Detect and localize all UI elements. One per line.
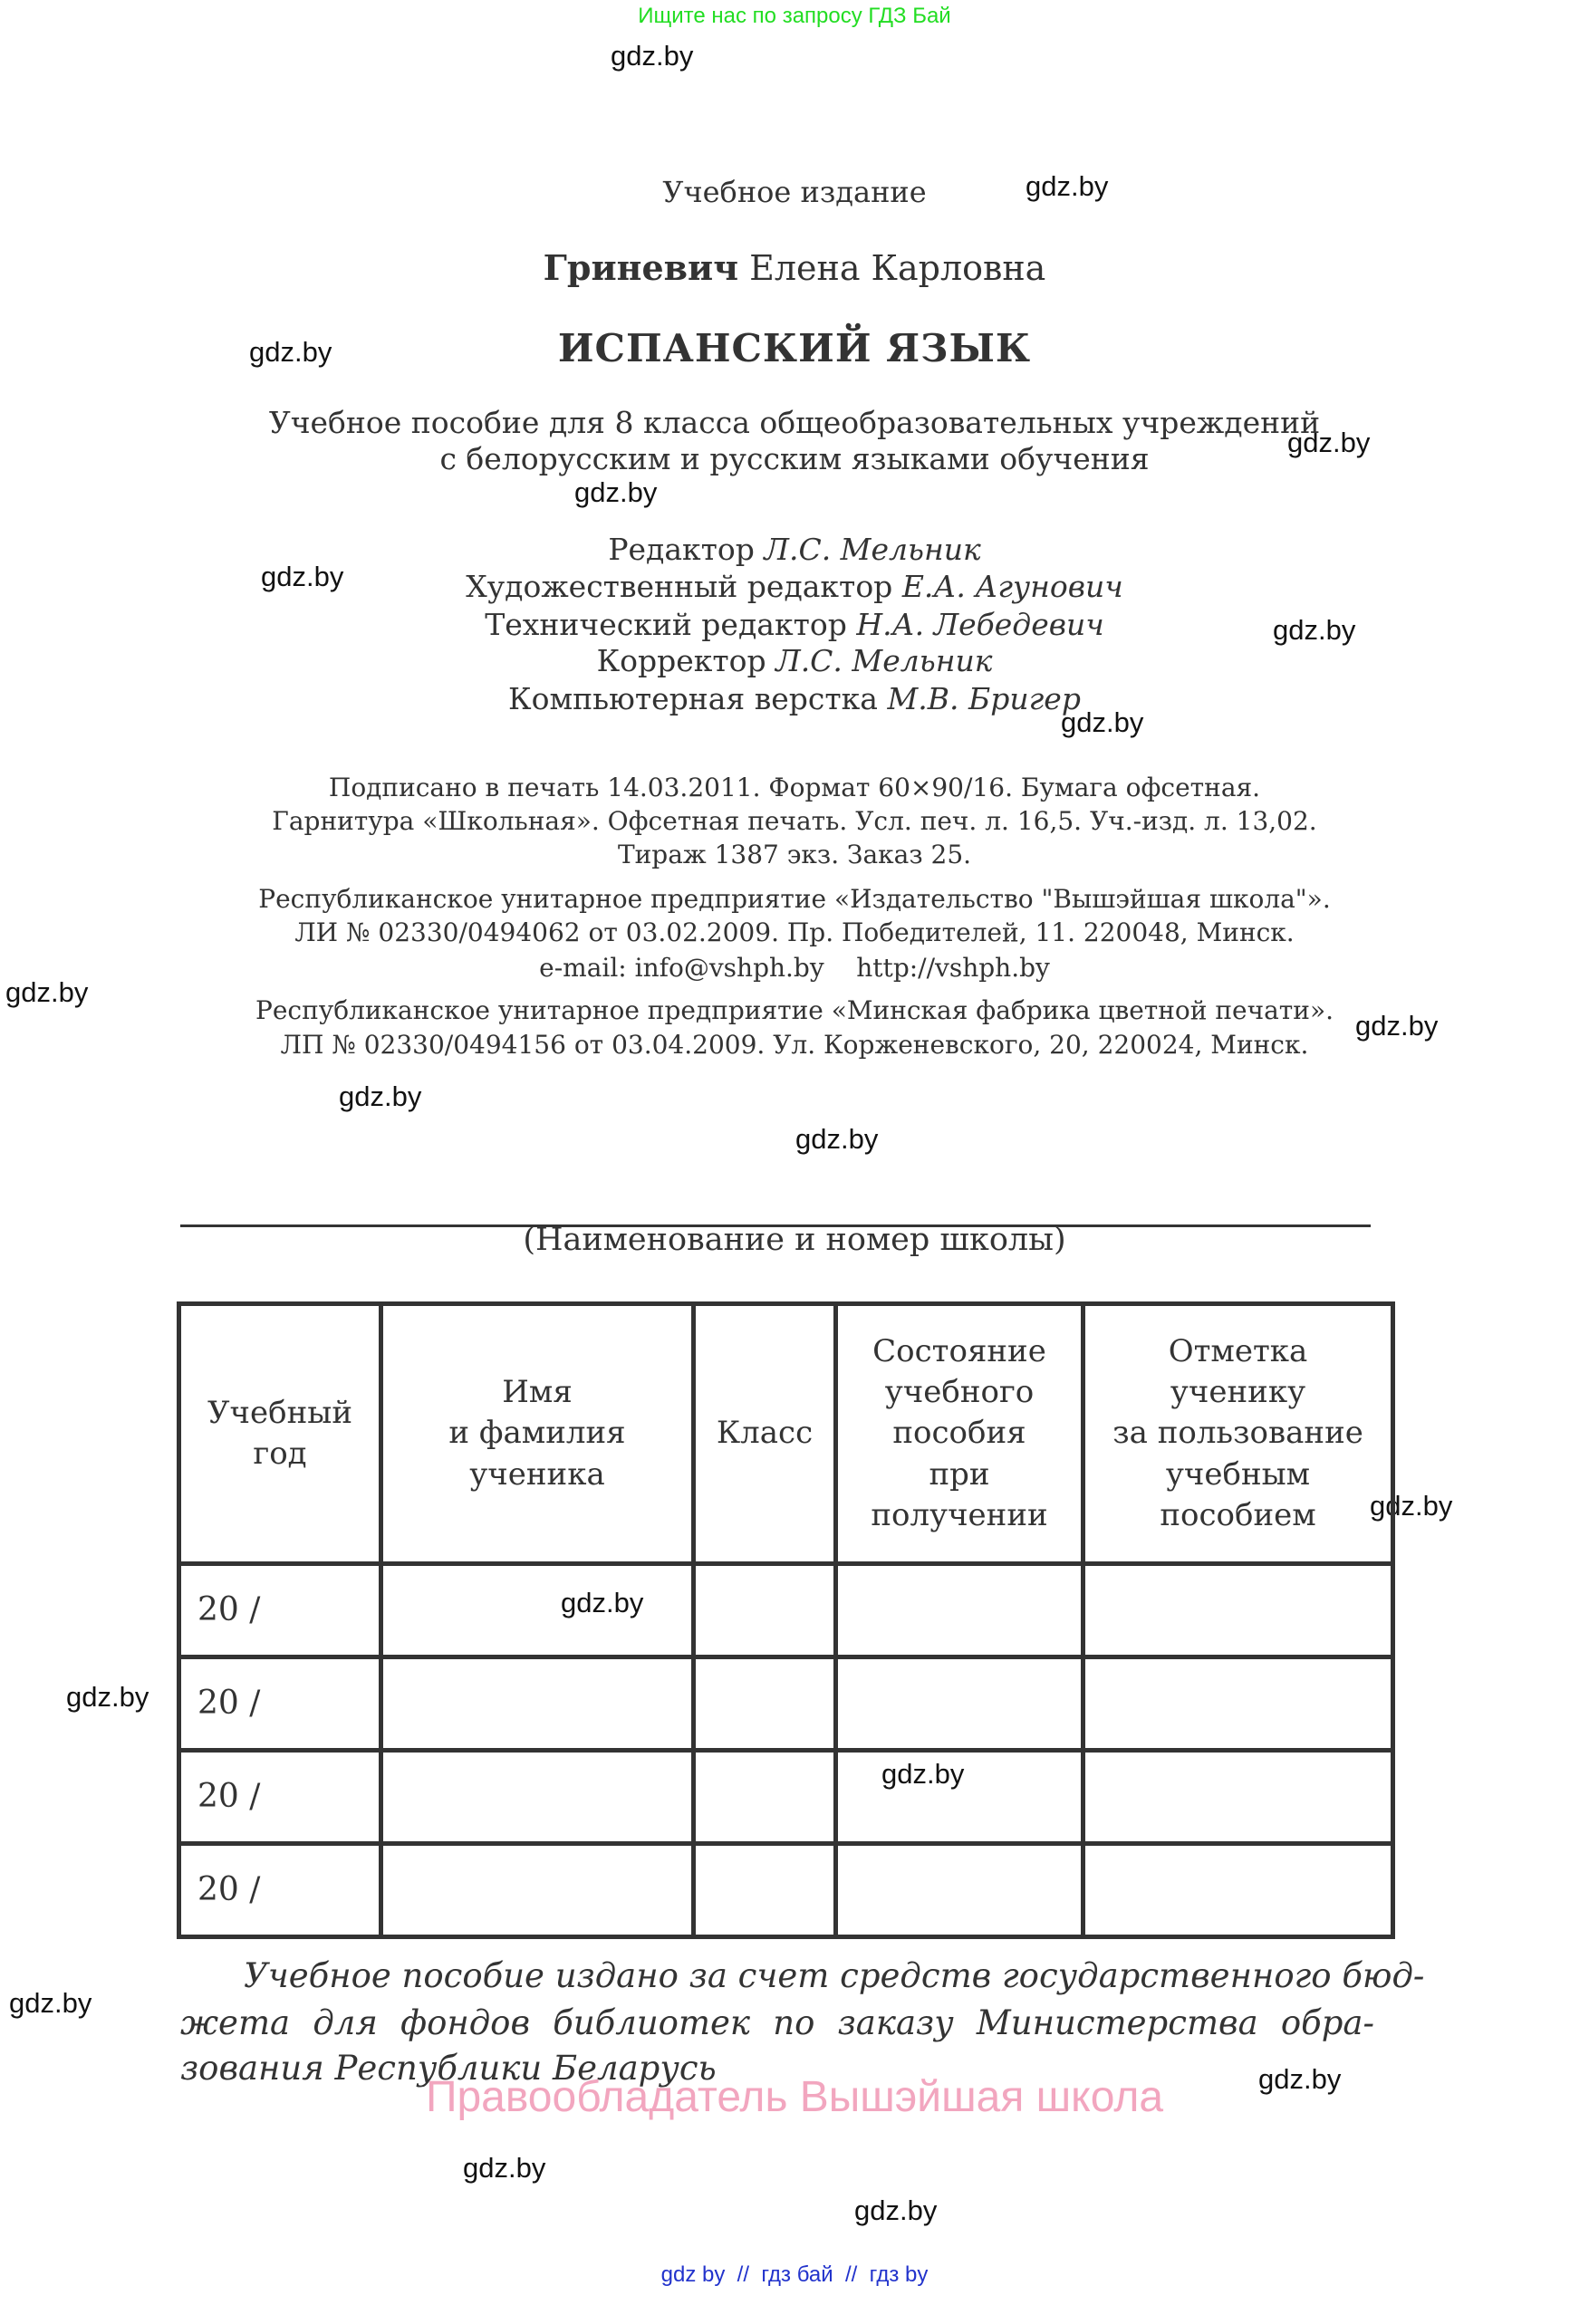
watermark: gdz.by xyxy=(66,1681,149,1713)
table-row xyxy=(179,1751,1393,1844)
credit-person: Л.С. Мельник xyxy=(775,643,993,678)
publisher-contacts: e-mail: info@vshph.by http://vshph.by xyxy=(539,953,1050,983)
publisher-line: ЛИ № 02330/0494062 от 03.02.2009. Пр. Победителей, 11. 220048, Минск. xyxy=(294,917,1295,947)
watermark: gdz.by xyxy=(261,561,344,592)
credit-role: Компьютерная верстка xyxy=(508,681,878,716)
watermark: gdz.by xyxy=(881,1758,965,1790)
watermark: gdz.by xyxy=(5,976,89,1008)
cell-class xyxy=(694,1657,836,1751)
credit-role: Технический редактор xyxy=(485,607,847,642)
author-surname: Гриневич xyxy=(543,247,739,288)
credit-editor xyxy=(0,532,1589,567)
credit-role: Редактор xyxy=(608,532,755,567)
watermark: gdz.by xyxy=(1370,1490,1453,1522)
credit-role: Художественный редактор xyxy=(466,569,893,604)
credit-art-editor xyxy=(0,569,1589,604)
credit-layout xyxy=(0,681,1589,716)
cell-student-name xyxy=(381,1844,694,1937)
credit-proofreader xyxy=(0,643,1589,678)
print-info-line: Подписано в печать 14.03.2011. Формат 60×90/16. Бумага офсетная. xyxy=(328,773,1261,802)
search-hint-banner: Ищите нас по запросу ГДЗ Бай xyxy=(638,4,951,28)
col-header-student-name: Имя и фамилия ученика xyxy=(381,1304,694,1564)
watermark: gdz.by xyxy=(1258,2063,1342,2095)
print-info-line: Тираж 1387 экз. Заказ 25. xyxy=(617,840,972,869)
cell-student-name xyxy=(381,1657,694,1751)
credit-role: Корректор xyxy=(596,643,766,678)
funding-note-line: зования Республики Беларусь xyxy=(180,2049,717,2088)
credit-person: Е.А. Агунович xyxy=(901,569,1123,604)
col-header-school-year: Учебный год xyxy=(179,1304,381,1564)
textbook-usage-table xyxy=(177,1301,1395,1939)
edition-type: Учебное издание xyxy=(662,175,927,209)
cell-school-year: 20 / xyxy=(179,1844,381,1937)
table-row xyxy=(179,1657,1393,1751)
credit-tech-editor xyxy=(0,607,1589,642)
funding-note-line: Учебное пособие издано за счет средств государственного бюд- xyxy=(244,1956,1425,1995)
cell-class xyxy=(694,1751,836,1844)
cell-condition xyxy=(836,1657,1083,1751)
author-given-name: Елена Карловна xyxy=(749,248,1046,288)
cell-mark xyxy=(1083,1844,1393,1937)
watermark: gdz.by xyxy=(9,1987,92,2019)
col-header-usage-mark: Отметка ученику за пользование учебным пособием xyxy=(1083,1304,1393,1564)
watermark: gdz.by xyxy=(611,40,694,72)
print-info-line: Гарнитура «Школьная». Офсетная печать. Усл. печ. л. 16,5. Уч.-изд. л. 13,02. xyxy=(272,806,1317,836)
watermark: gdz.by xyxy=(463,2152,546,2184)
cell-school-year: 20 / xyxy=(179,1564,381,1657)
cell-school-year: 20 / xyxy=(179,1751,381,1844)
subtitle-line-1: Учебное пособие для 8 класса общеобразовательных учреждений xyxy=(268,405,1321,440)
cell-mark xyxy=(1083,1564,1393,1657)
col-header-class: Класс xyxy=(694,1304,836,1564)
printer-line: ЛП № 02330/0494156 от 03.04.2009. Ул. Корженевского, 20, 220024, Минск. xyxy=(280,1030,1309,1060)
cell-condition xyxy=(836,1564,1083,1657)
cell-school-year: 20 / xyxy=(179,1657,381,1751)
watermark: gdz.by xyxy=(854,2194,938,2226)
copyright-holder-watermark: Правообладатель Вышэйшая школа xyxy=(425,2073,1164,2121)
watermark: gdz.by xyxy=(1273,614,1356,646)
funding-note-line: жета для фондов библиотек по заказу Министерства обра- xyxy=(180,2003,1374,2042)
school-caption: (Наименование и номер школы) xyxy=(523,1222,1066,1258)
printer-line: Республиканское унитарное предприятие «Минская фабрика цветной печати». xyxy=(255,995,1334,1025)
col-header-condition-received: Состояние учебного пособия при получении xyxy=(836,1304,1083,1564)
watermark: gdz.by xyxy=(561,1587,644,1618)
cell-class xyxy=(694,1844,836,1937)
watermark: gdz.by xyxy=(1061,706,1144,738)
credit-person: Н.А. Лебедевич xyxy=(856,607,1104,642)
credit-person: М.В. Бригер xyxy=(887,681,1081,716)
watermark: gdz.by xyxy=(574,476,658,508)
cell-mark xyxy=(1083,1657,1393,1751)
site-footer-links: gdz by // гдз бай // гдз by xyxy=(660,2262,929,2287)
cell-mark xyxy=(1083,1751,1393,1844)
cell-student-name xyxy=(381,1751,694,1844)
watermark: gdz.by xyxy=(1355,1010,1439,1042)
watermark: gdz.by xyxy=(339,1080,422,1112)
cell-student-name xyxy=(381,1564,694,1657)
subtitle-line-2: с белорусским и русским языками обучения xyxy=(439,441,1150,476)
watermark: gdz.by xyxy=(1287,427,1371,458)
watermark: gdz.by xyxy=(1026,170,1109,202)
watermark: gdz.by xyxy=(795,1123,879,1155)
credit-person: Л.С. Мельник xyxy=(764,532,981,567)
cell-class xyxy=(694,1564,836,1657)
publisher-line: Республиканское унитарное предприятие «Издательство "Вышэйшая школа"». xyxy=(258,884,1331,914)
author-name xyxy=(0,247,1589,288)
watermark: gdz.by xyxy=(249,336,332,368)
cell-condition xyxy=(836,1844,1083,1937)
table-header-row xyxy=(179,1304,1393,1564)
table-row xyxy=(179,1564,1393,1657)
table-row xyxy=(179,1844,1393,1937)
book-title: ИСПАНСКИЙ ЯЗЫК xyxy=(557,326,1032,370)
